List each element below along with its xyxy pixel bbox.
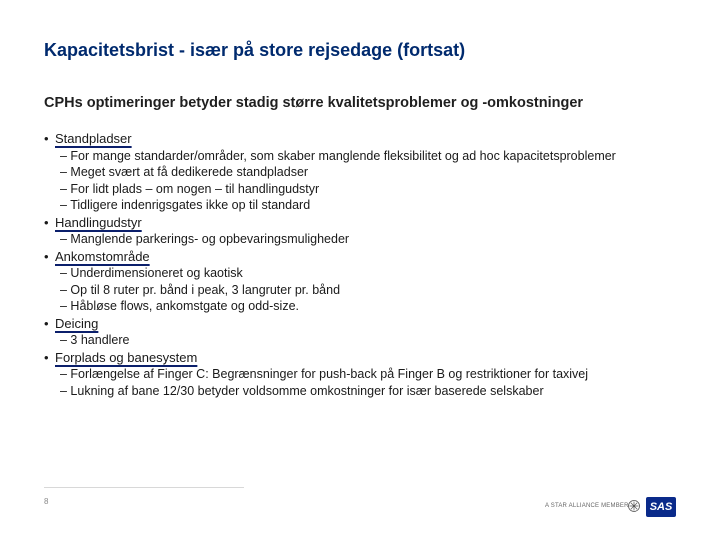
bullet-item: • Ankomstområde xyxy=(44,248,150,264)
sas-logo: SAS xyxy=(646,497,676,517)
bullet-group xyxy=(44,315,684,349)
bullet-label: Standpladser xyxy=(55,131,132,146)
sub-item: – Lukning af bane 12/30 betyder voldsomme omkostninger for især baserede selskaber xyxy=(60,383,544,398)
bullet-label: Deicing xyxy=(55,315,99,331)
bullet-group xyxy=(44,214,684,248)
bullet-list xyxy=(44,130,684,399)
bullet-item: • Standpladser xyxy=(44,131,132,146)
bullet-item: • Forplads og banesystem xyxy=(44,349,198,365)
sub-item: – Forlængelse af Finger C: Begrænsninger for push-back på Finger B og restriktioner for taxivej xyxy=(60,367,589,381)
bullet-group xyxy=(44,248,684,315)
sub-item: – Manglende parkerings- og opbevaringsmuligheder xyxy=(60,232,350,246)
bullet-label: Handlingudstyr xyxy=(55,214,142,230)
footer-divider xyxy=(44,487,244,488)
bullet-item: • Deicing xyxy=(44,315,99,331)
alliance-tagline: A STAR ALLIANCE MEMBER xyxy=(545,503,629,509)
sub-item: – Underdimensioneret og kaotisk xyxy=(60,266,243,280)
page-number: 8 xyxy=(44,497,49,506)
bullet-label: Forplads og banesystem xyxy=(55,349,198,365)
slide-title: Kapacitetsbrist - især på store rejsedage (fortsat) xyxy=(44,40,466,60)
bullet-item: • Handlingudstyr xyxy=(44,214,142,230)
slide-subtitle: CPHs optimeringer betyder stadig større kvalitetsproblemer og -omkostninger xyxy=(44,95,584,111)
bullet-group xyxy=(44,349,684,400)
sub-item: – 3 handlere xyxy=(60,333,130,347)
sub-item: – Håbløse flows, ankomstgate og odd-size. xyxy=(60,299,300,313)
bullet-group xyxy=(44,130,684,214)
sub-item: – For lidt plads – om nogen – til handlingudstyr xyxy=(60,181,320,196)
sub-item: – Op til 8 ruter pr. bånd i peak, 3 langruter pr. bånd xyxy=(60,282,341,297)
sub-item: – Meget svært at få dedikerede standpladser xyxy=(60,165,309,179)
sub-item: – For mange standarder/områder, som skaber manglende fleksibilitet og ad hoc kapacitetsproblemer xyxy=(60,148,616,163)
bullet-label: Ankomstområde xyxy=(55,248,150,264)
sub-item: – Tidligere indenrigsgates ikke op til standard xyxy=(60,198,311,212)
star-alliance-icon xyxy=(628,500,640,512)
